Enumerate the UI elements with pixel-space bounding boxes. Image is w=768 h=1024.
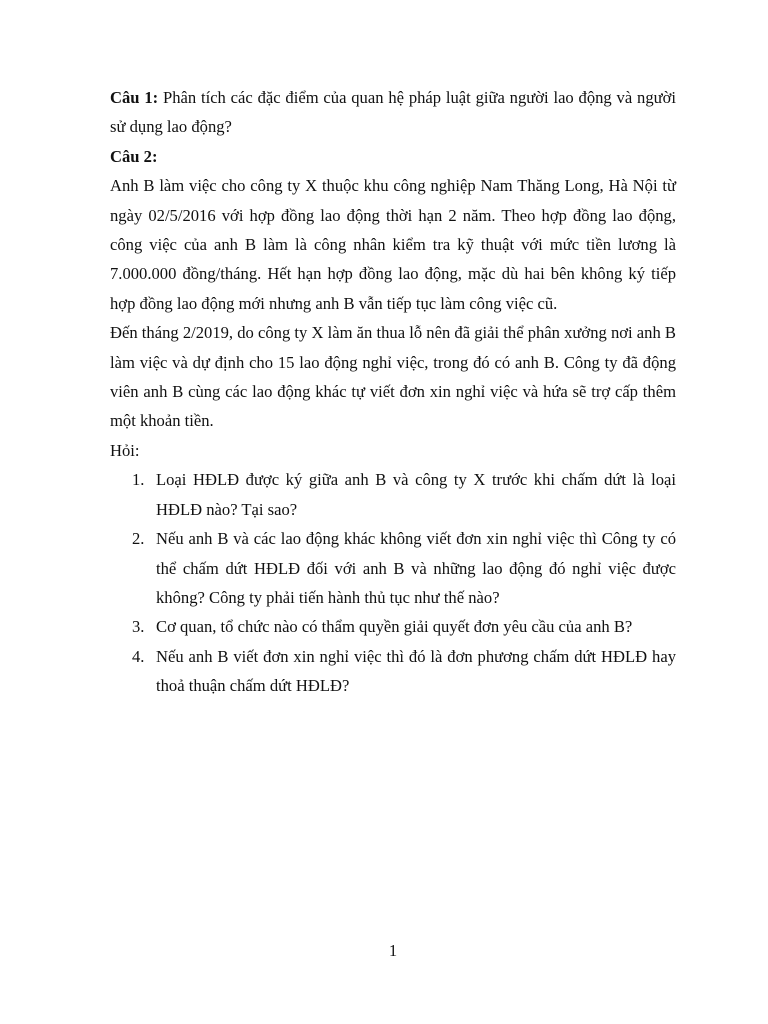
page-number: 1 xyxy=(388,941,398,960)
document-body xyxy=(110,83,676,701)
question-2-label: Câu 2: xyxy=(110,146,158,166)
question-1-label: Câu 1: xyxy=(110,88,159,107)
sub-question-list xyxy=(110,465,676,700)
sub-question-item xyxy=(132,612,676,641)
scenario-paragraph-1: Anh B làm việc cho công ty X thuộc khu công nghiệp Nam Thăng Long, Hà Nội từ ngày 02/5/2016 với hợp đồng lao động thời hạn 2 năm. Theo hợp đồng lao động, công việc của anh B làm là công nhân kiểm tra kỹ thuật với mức tiền lương là 7.000.000 đồng/tháng. Hết hạn hợp đồng lao động, mặc dù hai bên không ký tiếp hợp đồng lao động mới nhưng anh B vẫn tiếp tục làm công việc cũ. xyxy=(110,176,676,313)
sub-question-item xyxy=(132,642,676,701)
hoi-label: Hỏi: xyxy=(110,440,140,460)
sub-question-number: 3. xyxy=(132,617,145,637)
sub-question-item xyxy=(132,465,676,524)
sub-question-item xyxy=(132,524,676,612)
sub-question-number: 1. xyxy=(132,470,145,490)
sub-question-text: Loại HĐLĐ được ký giữa anh B và công ty X trước khi chấm dứt là loại HĐLĐ nào? Tại sao? xyxy=(156,470,676,519)
question-1-text: Phân tích các đặc điểm của quan hệ pháp luật giữa người lao động và người sử dụng lao động? xyxy=(110,88,676,137)
sub-question-number: 4. xyxy=(132,646,145,666)
sub-question-text: Cơ quan, tổ chức nào có thẩm quyền giải quyết đơn yêu cầu của anh B? xyxy=(156,617,633,637)
scenario-paragraph-2: Đến tháng 2/2019, do công ty X làm ăn thua lỗ nên đã giải thể phân xưởng nơi anh B làm việc và dự định cho 15 lao động nghỉ việc, trong đó có anh B. Công ty đã động viên anh B cùng các lao động khác tự viết đơn xin nghỉ việc và hứa sẽ trợ cấp thêm một khoản tiền. xyxy=(110,323,676,431)
sub-question-number: 2. xyxy=(132,529,145,549)
sub-question-text: Nếu anh B viết đơn xin nghỉ việc thì đó là đơn phương chấm dứt HĐLĐ hay thoả thuận chấm dứt HĐLĐ? xyxy=(156,646,676,696)
question-1 xyxy=(110,83,676,142)
sub-question-text: Nếu anh B và các lao động khác không viết đơn xin nghỉ việc thì Công ty có thể chấm dứt HĐLĐ đối với anh B và những lao động đó nghỉ việc được không? Công ty phải tiến hành thủ tục như thế nào? xyxy=(156,529,676,607)
